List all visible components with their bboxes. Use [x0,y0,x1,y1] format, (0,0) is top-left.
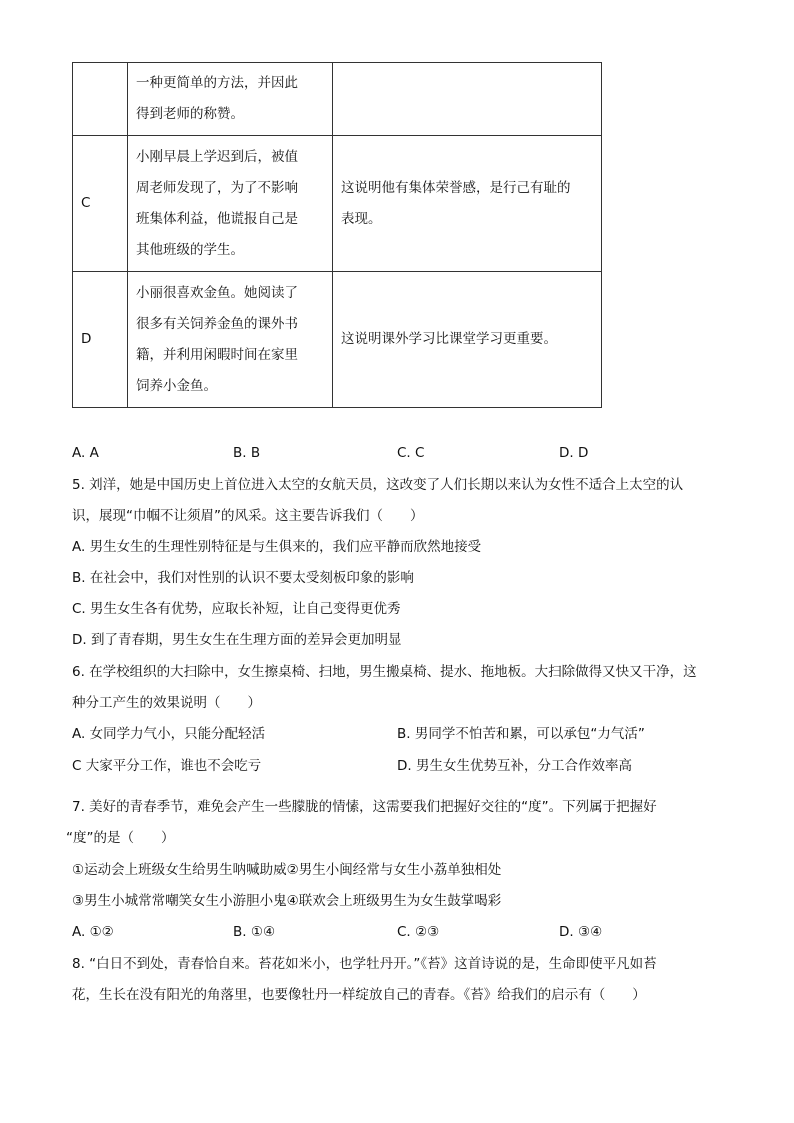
q7-choice-d: D. ③④ [559,924,603,940]
q7-choice-c: C. ②③ [397,924,440,940]
q5-choice-c: C. 男生女生各有优势，应取长补短，让自己变得更优秀 [72,601,401,617]
q7-choice-a: A. ①② [72,924,114,940]
q7-stem-line: 7. 美好的青春季节，难免会产生一些朦胧的情愫，这需要我们把握好交往的“度”。下列属于把握好 [72,799,657,815]
case-line: 周老师发现了，为了不影响 [136,179,298,196]
case-line: 小丽很喜欢金鱼。她阅读了 [136,284,298,301]
q7-item-line: ①运动会上班级女生给男生呐喊助威②男生小闽经常与女生小荔单独相处 [72,862,502,878]
case-line: 其他班级的学生。 [136,241,244,258]
q6-choice-d: D. 男生女生优势互补，分工合作效率高 [397,758,632,774]
q7-choice-b: B. ①④ [233,924,276,940]
q5-stem-line: 识，展现“巾帼不让须眉”的风采。这主要告诉我们（ ） [72,508,424,524]
case-cell [128,272,333,408]
q7-stem-line: “度”的是（ ） [66,830,175,846]
q4-choice-d: D. D [559,445,589,461]
q6-stem-line: 种分工产生的效果说明（ ） [72,695,261,711]
comment-cell [333,63,602,136]
case-line: 小刚早晨上学迟到后，被值 [136,148,298,165]
case-cell [128,63,333,136]
q5-choice-a: A. 男生女生的生理性别特征是与生俱来的，我们应平静而欣然地接受 [72,539,482,555]
q8-stem-line: 8. “白日不到处，青春恰自来。苔花如米小，也学牡丹开。”《苔》这首诗说的是，生命即使平凡如苔 [72,956,657,972]
comment-line: 这说明他有集体荣誉感，是行己有耻的 [341,179,571,196]
q5-choice-d: D. 到了青春期，男生女生在生理方面的差异会更加明显 [72,632,402,648]
q5-stem-line: 5. 刘洋，她是中国历史上首位进入太空的女航天员，这改变了人们长期以来认为女性不适合上太空的认 [72,477,684,493]
q6-choice-c: C 大家平分工作，谁也不会吃亏 [72,758,262,774]
table-row [73,136,602,272]
case-line: 得到老师的称赞。 [136,106,244,122]
q6-choice-a: A. 女同学力气小，只能分配轻活 [72,726,266,742]
case-table [72,62,602,408]
case-line: 籍，并利用闲暇时间在家里 [136,346,298,363]
comment-cell [333,136,602,272]
comment-line: 这说明课外学习比课堂学习更重要。 [341,331,557,347]
q6-choice-b: B. 男同学不怕苦和累，可以承包“力气活” [397,726,645,742]
option-cell: D [73,272,128,408]
table-row [73,272,602,408]
option-cell [73,63,128,136]
option-cell: C [73,136,128,272]
q6-stem-line: 6. 在学校组织的大扫除中，女生擦桌椅、扫地，男生搬桌椅、提水、拖地板。大扫除做得又快又干净，这 [72,664,697,680]
case-cell [128,136,333,272]
q4-choice-c: C. C [397,445,425,461]
table-row [73,63,602,136]
q4-choice-b: B. B [233,445,261,461]
comment-cell [333,272,602,408]
q5-choice-b: B. 在社会中，我们对性别的认识不要太受刻板印象的影响 [72,570,414,586]
case-line: 饲养小金鱼。 [136,377,217,394]
case-line: 很多有关饲养金鱼的课外书 [136,315,298,332]
case-line: 一种更简单的方法，并因此 [136,75,298,91]
comment-line: 表现。 [341,210,382,227]
q4-choice-a: A. A [72,445,99,461]
case-line: 班集体利益，他谎报自己是 [136,210,298,227]
q8-stem-line: 花，生长在没有阳光的角落里，也要像牡丹一样绽放自己的青春。《苔》给我们的启示有（ ） [72,987,646,1003]
q7-item-line: ③男生小城常常嘲笑女生小游胆小鬼④联欢会上班级男生为女生鼓掌喝彩 [72,893,502,909]
